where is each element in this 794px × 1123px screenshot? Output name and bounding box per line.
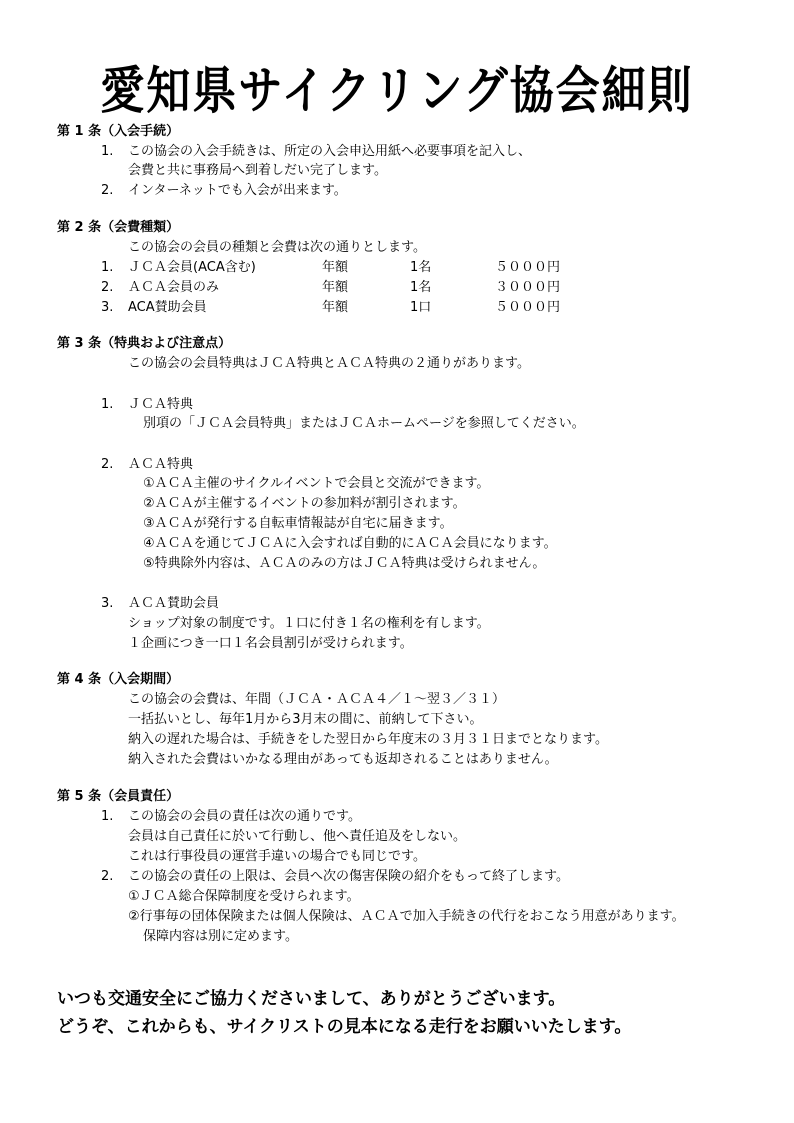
fee-row-2-unit: 1名 bbox=[410, 280, 432, 295]
article-1-item-2-line-1: インターネットでも入会が出来ます。 bbox=[128, 183, 347, 198]
article-5-item-2-num: 2. bbox=[101, 869, 114, 884]
fee-row-3-num: 3. bbox=[101, 300, 114, 315]
article-3-section-3-line-2: １企画につき一口１名会員割引が受けられます。 bbox=[128, 636, 413, 651]
fee-row-2-type: ＡＣＡ会員のみ bbox=[128, 280, 220, 295]
fee-row-3-amount: ５０００円 bbox=[495, 300, 561, 315]
fee-row-3-type: ACA賛助会員 bbox=[128, 300, 207, 315]
fee-row-2-period: 年額 bbox=[322, 280, 349, 295]
article-4-line-2: 一括払いとし、毎年1月から3月末の間に、前納して下さい。 bbox=[128, 712, 483, 727]
article-2-heading: 第 2 条（会費種類） bbox=[57, 220, 180, 235]
article-3-section-2-line-4: ④ＡＣＡを通じてＪＣＡに入会すれば自動的にＡＣＡ会員になります。 bbox=[143, 536, 557, 551]
article-4-heading: 第 4 条（入会期間） bbox=[57, 672, 180, 687]
article-3-section-1-title: ＪＣＡ特典 bbox=[128, 397, 194, 412]
article-3-section-2-line-5: ⑤特典除外内容は、ＡＣＡのみの方はＪＣＡ特典は受けられません。 bbox=[143, 556, 546, 571]
article-5-item-1-line-2: 会員は自己責任に於いて行動し、他へ責任追及をしない。 bbox=[128, 829, 467, 844]
fee-row-1-amount: ５０００円 bbox=[495, 260, 561, 275]
article-1-heading: 第 1 条（入会手続） bbox=[57, 124, 180, 139]
article-5-item-1-num: 1. bbox=[101, 809, 114, 824]
closing-line-2: どうぞ、これからも、サイクリストの見本になる走行をお願いいたします。 bbox=[57, 1017, 632, 1037]
fee-row-2-num: 2. bbox=[101, 280, 114, 295]
fee-row-1-type: ＪＣＡ会員(ACA含む) bbox=[128, 260, 256, 275]
article-5-heading: 第 5 条（会員責任） bbox=[57, 789, 180, 804]
article-5-item-2-line-3: ②行事毎の団体保険または個人保険は、ＡＣＡで加入手続きの代行をおこなう用意があります。 bbox=[128, 909, 685, 924]
article-3-section-3-line-1: ショップ対象の制度です。１口に付き１名の権利を有します。 bbox=[128, 616, 490, 631]
article-3-section-1-line-1: 別項の「ＪＣＡ会員特典」またはＪＣＡホームページを参照してください。 bbox=[143, 416, 585, 431]
document-title: 愛知県サイクリング協会細則 bbox=[100, 61, 694, 121]
article-5-item-2-line-1: この協会の責任の上限は、会員へ次の傷害保険の紹介をもって終了します。 bbox=[128, 869, 569, 884]
article-2-intro: この協会の会員の種類と会費は次の通りとします。 bbox=[128, 240, 426, 255]
article-3-intro: この協会の会員特典はＪＣＡ特典とＡＣＡ特典の２通りがあります。 bbox=[128, 356, 530, 371]
article-3-section-2-title: ＡＣＡ特典 bbox=[128, 457, 194, 472]
article-1-item-1-line-2: 会費と共に事務局へ到着しだい完了します。 bbox=[128, 163, 387, 178]
article-1-item-1-num: 1. bbox=[101, 144, 114, 159]
fee-row-3-unit: 1口 bbox=[410, 300, 432, 315]
article-3-section-3-num: 3. bbox=[101, 596, 114, 611]
article-1-item-1-line-1: この協会の入会手続きは、所定の入会申込用紙へ必要事項を記入し、 bbox=[128, 144, 532, 159]
article-3-section-2-num: 2. bbox=[101, 457, 114, 472]
article-4-line-1: この協会の会費は、年間（ＪＣＡ・ＡＣＡ４／１～翌３／３１） bbox=[128, 692, 506, 707]
article-3-heading: 第 3 条（特典および注意点） bbox=[57, 336, 232, 351]
article-3-section-2-line-2: ②ＡＣＡが主催するイベントの参加料が割引されます。 bbox=[143, 496, 466, 511]
fee-row-1-period: 年額 bbox=[322, 260, 349, 275]
article-4-line-4: 納入された会費はいかなる理由があっても返却されることはありません。 bbox=[128, 752, 558, 767]
article-3-section-2-line-1: ①ＡＣＡ主催のサイクルイベントで会員と交流ができます。 bbox=[143, 476, 490, 491]
article-4-line-3: 納入の遅れた場合は、手続きをした翌日から年度末の３月３１日までとなります。 bbox=[128, 732, 608, 747]
article-3-section-1-num: 1. bbox=[101, 397, 114, 412]
article-5-item-2-line-4: 保障内容は別に定めます。 bbox=[143, 929, 298, 944]
fee-row-3-period: 年額 bbox=[322, 300, 349, 315]
closing-line-1: いつも交通安全にご協力くださいまして、ありがとうございます。 bbox=[57, 989, 566, 1009]
article-5-item-2-line-2: ①ＪＣＡ総合保障制度を受けられます。 bbox=[128, 889, 360, 904]
article-5-item-1-line-3: これは行事役員の運営手違いの場合でも同じです。 bbox=[128, 849, 426, 864]
article-1-item-2-num: 2. bbox=[101, 183, 114, 198]
article-3-section-2-line-3: ③ＡＣＡが発行する自転車情報誌が自宅に届きます。 bbox=[143, 516, 453, 531]
fee-row-2-amount: ３０００円 bbox=[495, 280, 561, 295]
article-3-section-3-title: ＡＣＡ賛助会員 bbox=[128, 596, 220, 611]
fee-row-1-num: 1. bbox=[101, 260, 114, 275]
article-5-item-1-line-1: この協会の会員の責任は次の通りです。 bbox=[128, 809, 361, 824]
fee-row-1-unit: 1名 bbox=[410, 260, 432, 275]
